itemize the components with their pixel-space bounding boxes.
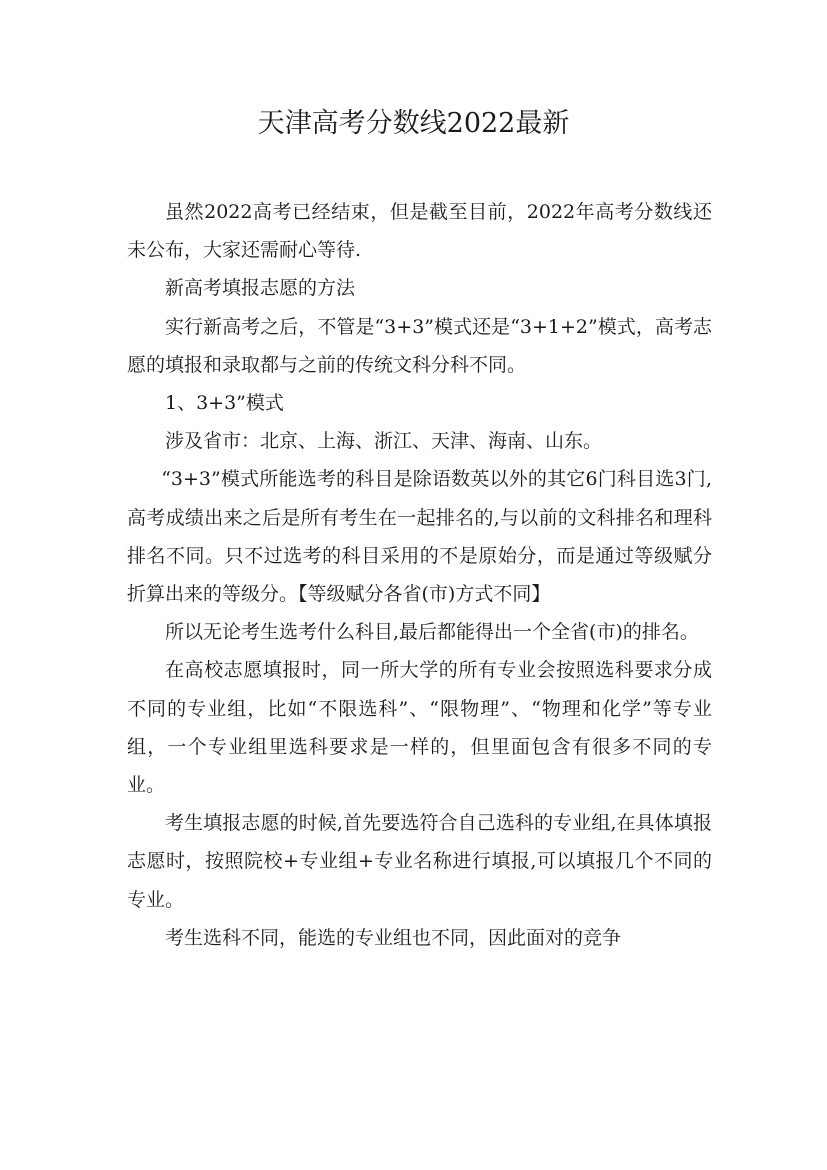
paragraph: 考生填报志愿的时候,首先要选符合自己选科的专业组,在具体填报志愿时，按照院校+专业组+专业名称进行填报,可以填报几个不同的专业。 bbox=[127, 812, 712, 911]
section-heading: 新高考填报志愿的方法 bbox=[165, 277, 356, 300]
paragraph: 涉及省市：北京、上海、浙江、天津、海南、山东。 bbox=[165, 430, 603, 453]
paragraph: 所以无论考生选考什么科目,最后都能得出一个全省(市)的排名。 bbox=[165, 621, 699, 644]
document-title: 天津高考分数线2022最新 bbox=[257, 108, 570, 139]
subsection-heading: 1、3+3”模式 bbox=[165, 392, 284, 415]
document-body bbox=[127, 193, 712, 957]
paragraph: 考生选科不同，能选的专业组也不同，因此面对的竞争 bbox=[165, 926, 622, 949]
paragraph: 实行新高考之后，不管是“3+3”模式还是“3+1+2”模式，高考志愿的填报和录取都与之前的传统文科分科不同。 bbox=[127, 315, 712, 376]
paragraph: “3+3”模式所能选考的科目是除语数英以外的其它6门科目选3门,高考成绩出来之后是所有考生在一起排名的,与以前的文科排名和理科排名不同。只不过选考的科目采用的不是原始分，而是通过等级赋分折算出来的等级分。【等级赋分各省(市)方式不同】 bbox=[127, 468, 712, 606]
paragraph: 在高校志愿填报时，同一所大学的所有专业会按照选科要求分成不同的专业组，比如“不限选科”、“限物理”、“物理和化学”等专业组，一个专业组里选科要求是一样的，但里面包含有很多不同的专业。 bbox=[127, 659, 712, 797]
paragraph: 虽然2022高考已经结束，但是截至目前，2022年高考分数线还未公布，大家还需耐心等待. bbox=[127, 201, 712, 262]
